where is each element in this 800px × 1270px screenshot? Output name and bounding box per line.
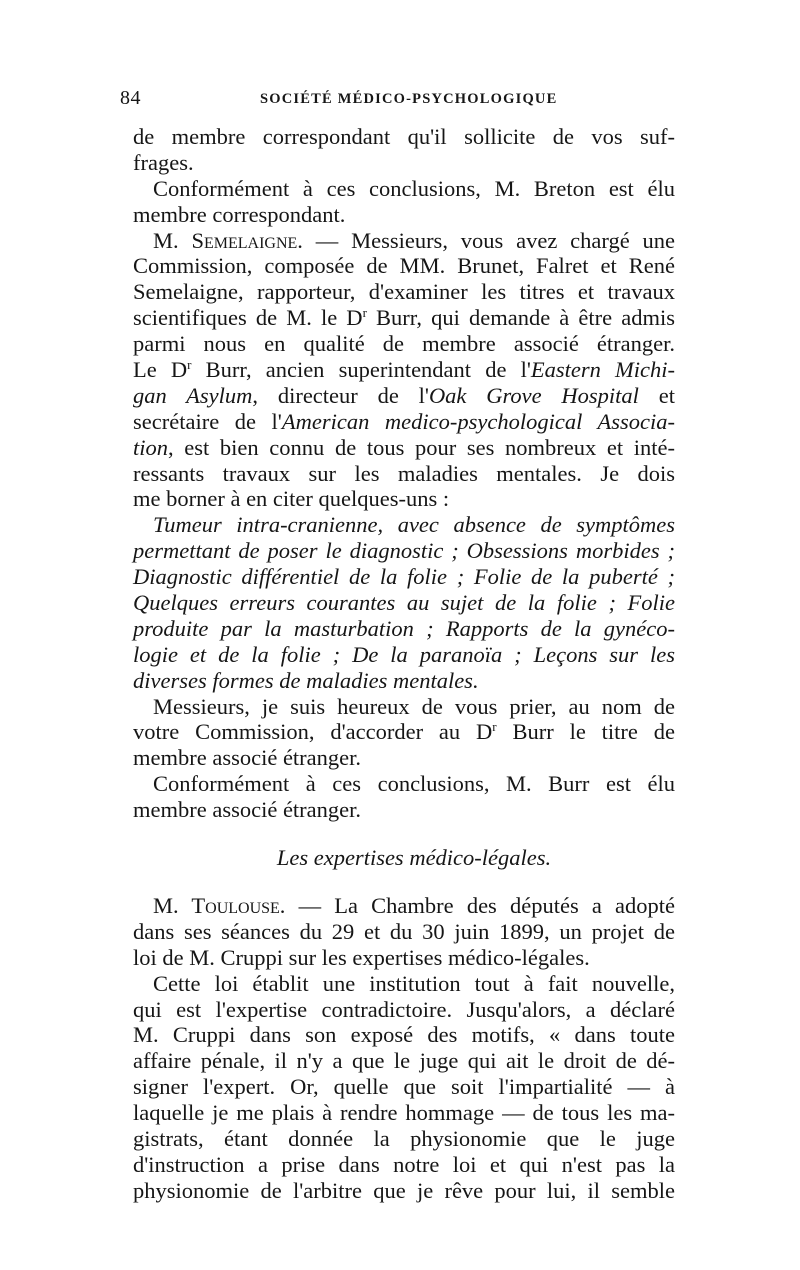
text-line: membre associé étranger. (133, 745, 362, 771)
text-line (133, 228, 675, 254)
bibliography-line: Quelques erreurs courantes au sujet de la folie ; Folie (133, 590, 675, 616)
text-run: , est bien connu de tous pour ses nombreux et inté- (168, 434, 675, 460)
text-line (133, 409, 675, 435)
text-line: parmi nous en qualité de membre associé étranger. (133, 331, 675, 357)
bibliography-line: logie et de la folie ; De la paranoïa ; Leçons sur les (133, 641, 675, 667)
text-run: Burr le titre de (496, 719, 675, 745)
text-line: affaire pénale, il n'y a que le juge qui ait le droit de dé- (133, 1048, 675, 1074)
bibliography-line: diverses formes de maladies mentales. (133, 667, 479, 693)
superscript: r (362, 305, 367, 321)
bibliography-line: produite par la masturbation ; Rapports de la gynéco- (133, 615, 675, 641)
text-line (133, 893, 675, 919)
running-title: SOCIÉTÉ MÉDICO-PSYCHOLOGIQUE (260, 91, 558, 107)
bibliography-line: permettant de poser le diagnostic ; Obsessions morbides ; (133, 538, 675, 564)
text-line: gistrats, étant donnée la physionomie que le juge (133, 1125, 675, 1151)
bibliography-line: Tumeur intra-cranienne, avec absence de symptômes (153, 512, 675, 538)
text-line: loi de M. Cruppi sur les expertises médico-légales. (133, 944, 590, 970)
text-line (133, 719, 675, 745)
page-body (133, 124, 675, 1204)
italic-run: Eastern Michi- (530, 357, 676, 383)
text-line: ressants travaux sur les maladies mentales. Je dois (133, 460, 675, 486)
text-line (133, 383, 675, 409)
text-line: laquelle je me plais à rendre hommage — de tous les ma- (133, 1100, 675, 1126)
italic-run: tion (133, 434, 169, 460)
text-line: M. Cruppi dans son exposé des motifs, « dans toute (133, 1022, 675, 1048)
text-line: d'instruction a prise dans notre loi et qui n'est pas la (133, 1151, 675, 1177)
text-line: membre correspondant. (133, 201, 346, 227)
page-header (120, 87, 682, 113)
text-line (133, 435, 675, 461)
italic-run: Oak Grove Hospital (428, 382, 639, 408)
text-line: Messieurs, je suis heureux de vous prier, au nom de (153, 693, 675, 719)
italic-run: gan Asylum (133, 382, 253, 408)
text-run: et (638, 382, 675, 408)
text-line (133, 357, 675, 383)
text-line: Commission, composée de MM. Brunet, Falret et René (133, 253, 675, 279)
text-run: , directeur de l' (252, 382, 429, 408)
speaker-name: M. Semelaigne. (153, 227, 303, 253)
text-line: signer l'expert. Or, quelle que soit l'impartialité — à (133, 1074, 675, 1100)
text-run: scientifiques de M. le D (133, 305, 363, 331)
text-line: de membre correspondant qu'il sollicite de vos suf- (133, 124, 675, 149)
text-run: secrétaire de l' (133, 408, 282, 434)
section-title: Les expertises médico-légales. (276, 845, 552, 871)
superscript: r (492, 719, 497, 735)
text-line: frages. (133, 149, 194, 175)
text-run: Le D (133, 357, 188, 383)
bibliography-line: Diagnostic différentiel de la folie ; Folie de la puberté ; (133, 564, 675, 590)
text-line: dans ses séances du 29 et du 30 juin 1899, un projet de (133, 918, 675, 944)
text-run: Burr, qui demande à être admis (366, 305, 675, 331)
italic-run: American medico-psychological Associa- (281, 408, 675, 434)
text-line: Conformément à ces conclusions, M. Breton est élu (153, 175, 675, 201)
superscript: r (187, 357, 192, 373)
text-run: — Messieurs, vous avez chargé une (302, 227, 675, 253)
page-number: 84 (120, 87, 141, 109)
text-line: Semelaigne, rapporteur, d'examiner les titres et travaux (133, 279, 675, 305)
text-line (133, 305, 675, 331)
text-line: physionomie de l'arbitre que je rêve pour lui, il semble (133, 1177, 675, 1203)
text-line: me borner à en citer quelques-uns : (133, 486, 450, 512)
text-run: Burr, ancien superintendant de l' (191, 357, 531, 383)
text-line: Cette loi établit une institution tout à fait nouvelle, (153, 970, 675, 996)
text-line: qui est l'expertise contradictoire. Jusqu'alors, a déclaré (133, 996, 675, 1022)
text-line: Conformément à ces conclusions, M. Burr est élu (153, 771, 675, 797)
text-run: votre Commission, d'accorder au D (133, 719, 493, 745)
speaker-name: M. Toulouse. (153, 892, 286, 918)
text-line: membre associé étranger. (133, 797, 362, 823)
text-run: — La Chambre des députés a adopté (285, 892, 676, 918)
